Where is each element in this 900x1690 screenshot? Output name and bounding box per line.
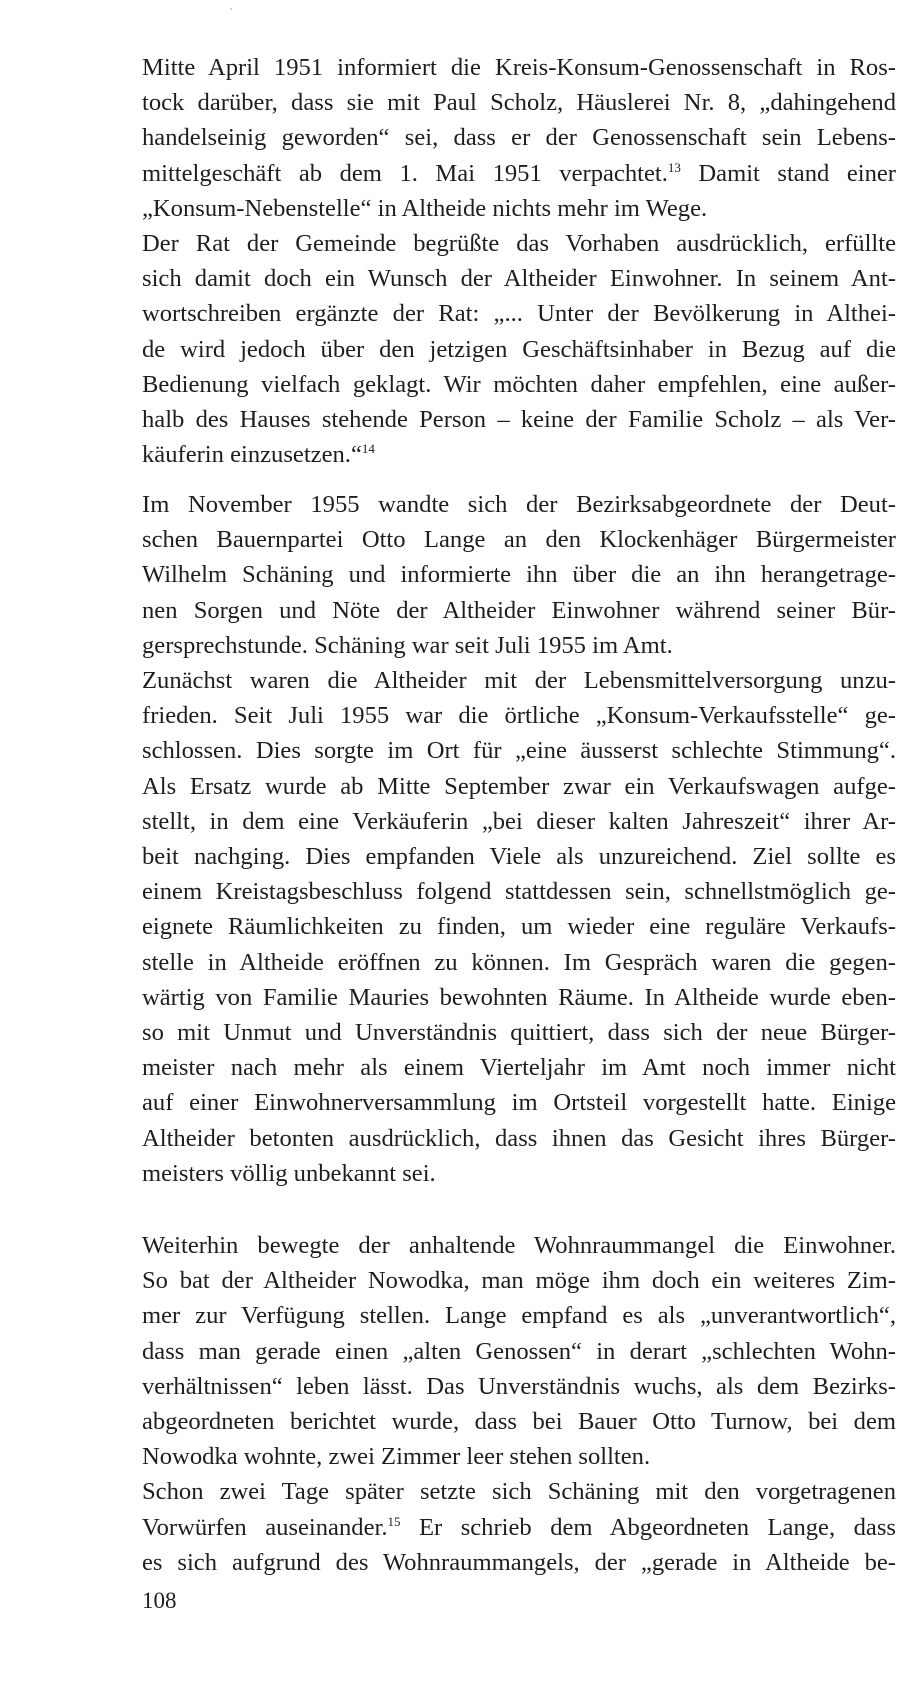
- text-line: so mit Unmut und Unverständnis quittiert, dass sich der neue Bürger-: [142, 1019, 896, 1047]
- text-line: [142, 437, 896, 472]
- text-line: Bedienung vielfach geklagt. Wir möchten daher empfehlen, eine außer-: [142, 370, 896, 398]
- text-line: Mitte April 1951 informiert die Kreis-Konsum-Genossenschaft in Ros-: [142, 54, 896, 81]
- text-line: Zunächst waren die Altheider mit der Lebensmittelversorgung unzu-: [142, 667, 896, 695]
- text-line: stelle in Altheide eröffnen zu können. Im Gespräch waren die gegen-: [142, 948, 896, 976]
- text-line: Schon zwei Tage später setzte sich Schäning mit den vorgetragenen: [142, 1478, 896, 1506]
- text-line: meisters völlig unbekannt sei.: [142, 1159, 436, 1187]
- text-line: gersprechstunde. Schäning war seit Juli 1955 im Amt.: [142, 631, 673, 659]
- text-line: Nowodka wohnte, zwei Zimmer leer stehen sollten.: [142, 1443, 651, 1471]
- text-line: tock darüber, dass sie mit Paul Scholz, Häuslerei Nr. 8, „dahingehend: [142, 89, 896, 117]
- text-line: schen Bauernpartei Otto Lange an den Klockenhäger Bürgermeister: [142, 526, 896, 554]
- footnote-ref-14: 14: [361, 441, 375, 457]
- text-line: Wilhelm Schäning und informierte ihn über die an ihn herangetrage-: [142, 561, 896, 589]
- scan-dust-mark: [230, 8, 232, 10]
- text-line: So bat der Altheider Nowodka, man möge ihm doch ein weiteres Zim-: [142, 1267, 896, 1295]
- text-line: mer zur Verfügung stellen. Lange empfand es als „unverantwortlich“,: [142, 1302, 896, 1330]
- text-line: handelseinig geworden“ sei, dass er der Genossenschaft sein Lebens-: [142, 124, 896, 152]
- text-line: halb des Hauses stehende Person – keine der Familie Scholz – als Ver-: [142, 406, 896, 434]
- text-line: es sich aufgrund des Wohnraummangels, der „gerade in Altheide be-: [142, 1548, 896, 1576]
- text-line: Weiterhin bewegte der anhaltende Wohnraummangel die Einwohner.: [142, 1232, 896, 1259]
- text-line: abgeordneten berichtet wurde, dass bei Bauer Otto Turnow, bei dem: [142, 1408, 896, 1436]
- text-line: Als Ersatz wurde ab Mitte September zwar ein Verkaufswagen aufge-: [142, 772, 896, 800]
- text-line: wortschreiben ergänzte der Rat: „... Unter der Bevölkerung in Althei-: [142, 300, 896, 328]
- text-line: meister nach mehr als einem Vierteljahr im Amt noch immer nicht: [142, 1054, 896, 1082]
- text-line: einem Kreistagsbeschluss folgend stattdessen sein, schnellstmöglich ge-: [142, 878, 896, 906]
- text-line: wärtig von Familie Mauries bewohnten Räume. In Altheide wurde eben-: [142, 983, 896, 1011]
- text-segment: käuferin einzusetzen.“: [142, 441, 362, 469]
- text-line: sich damit doch ein Wunsch der Altheider Einwohner. In seinem Ant-: [142, 265, 896, 293]
- text-line: stellt, in dem eine Verkäuferin „bei dieser kalten Jahreszeit“ ihrer Ar-: [142, 807, 896, 835]
- text-line: verhältnissen“ leben lässt. Das Unverständnis wuchs, als dem Bezirks-: [142, 1372, 896, 1400]
- text-line: frieden. Seit Juli 1955 war die örtliche „Konsum-Verkaufsstelle“ ge-: [142, 702, 896, 730]
- text-segment: Vorwürfen auseinander.: [142, 1513, 388, 1541]
- text-line: [142, 156, 896, 191]
- paragraph-block-2: [142, 487, 896, 1191]
- text-line: dass man gerade einen „alten Genossen“ in derart „schlechten Wohn-: [142, 1337, 896, 1365]
- paragraph-block-3: [142, 1228, 896, 1580]
- text-line: eignete Räumlichkeiten zu finden, um wieder eine reguläre Verkaufs-: [142, 913, 896, 941]
- text-line: nen Sorgen und Nöte der Altheider Einwohner während seiner Bür-: [142, 596, 896, 624]
- paragraph-block-1: [142, 50, 896, 472]
- text-line: Der Rat der Gemeinde begrüßte das Vorhaben ausdrücklich, erfüllte: [142, 230, 896, 258]
- text-line: [142, 1510, 896, 1545]
- text-line: Altheider betonten ausdrücklich, dass ihnen das Gesicht ihres Bürger-: [142, 1124, 896, 1152]
- text-segment: mittelgeschäft ab dem 1. Mai 1951 verpachtet.: [142, 159, 668, 187]
- text-line: beit nachging. Dies empfanden Viele als unzureichend. Ziel sollte es: [142, 843, 896, 871]
- text-line: Im November 1955 wandte sich der Bezirksabgeordnete der Deut-: [142, 491, 896, 518]
- text-line: de wird jedoch über den jetzigen Geschäftsinhaber in Bezug auf die: [142, 335, 896, 363]
- footnote-ref-15: 15: [387, 1513, 401, 1529]
- text-segment: Damit stand einer: [680, 159, 896, 187]
- text-segment: Er schrieb dem Abgeordneten Lange, dass: [400, 1513, 896, 1541]
- page-number: 108: [142, 1588, 177, 1613]
- text-line: schlossen. Dies sorgte im Ort für „eine äusserst schlechte Stimmung“.: [142, 737, 896, 765]
- text-line: auf einer Einwohnerversammlung im Ortsteil vorgestellt hatte. Einige: [142, 1089, 896, 1117]
- text-line: „Konsum-Nebenstelle“ in Altheide nichts mehr im Wege.: [142, 194, 708, 222]
- footnote-ref-13: 13: [667, 159, 681, 175]
